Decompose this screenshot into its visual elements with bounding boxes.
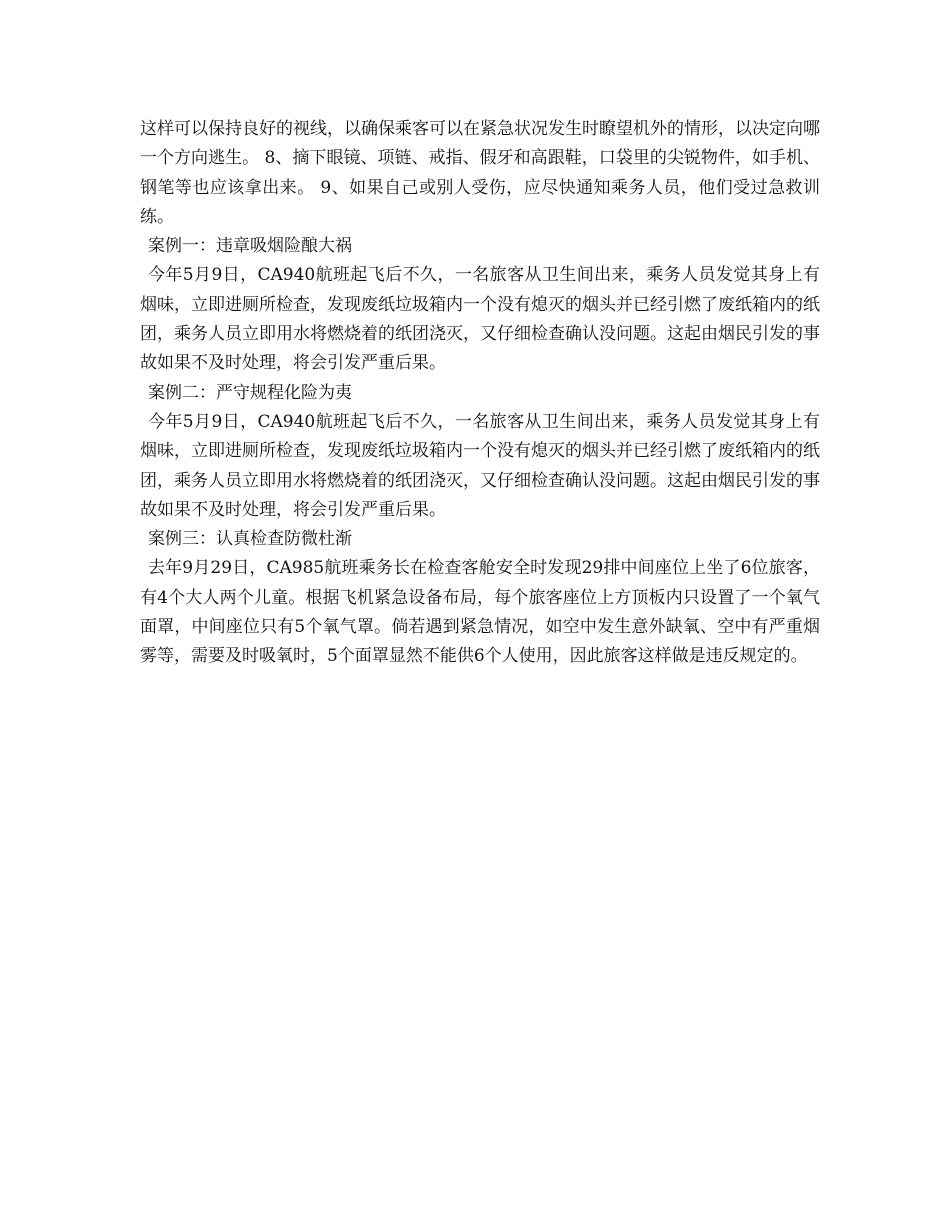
case-2-heading: 案例二：严守规程化险为夷 [148,382,352,403]
document-body [140,115,820,672]
case-3-body: 去年9月29日，CA985航班乘务长在检查客舱安全时发现29排中间座位上坐了6位旅客，有4个大人两个儿童。根据飞机紧急设备布局，每个旅客座位上方顶板内只设置了一个氧气面罩，中间座位只有5个氧气罩。倘若遇到紧急情况，如空中发生意外缺氧、空中有严重烟雾等，需要及时吸氧时，5个面罩显然不能供6个人使用，因此旅客这样做是违反规定的。 [140,558,820,667]
case-3-heading: 案例三：认真检查防微杜渐 [148,529,352,550]
intro-paragraph: 这样可以保持良好的视线，以确保乘客可以在紧急状况发生时瞭望机外的情形，以决定向哪一个方向逃生。 8、摘下眼镜、项链、戒指、假牙和高跟鞋，口袋里的尖锐物件，如手机、钢笔等也应该拿出来。 9、如果自己或别人受伤，应尽快通知乘务人员，他们受过急救训练。 [140,119,820,227]
case-1-body: 今年5月9日，CA940航班起飞后不久，一名旅客从卫生间出来，乘务人员发觉其身上有烟味，立即进厕所检查，发现废纸垃圾箱内一个没有熄灭的烟头并已经引燃了废纸箱内的纸团，乘务人员立即用水将燃烧着的纸团浇灭，又仔细检查确认没问题。这起由烟民引发的事故如果不及时处理，将会引发严重后果。 [140,265,820,374]
case-1-heading: 案例一：违章吸烟险酿大祸 [148,236,352,257]
case-2-body: 今年5月9日，CA940航班起飞后不久，一名旅客从卫生间出来，乘务人员发觉其身上有烟味，立即进厕所检查，发现废纸垃圾箱内一个没有熄灭的烟头并已经引燃了废纸箱内的纸团，乘务人员立即用水将燃烧着的纸团浇灭，又仔细检查确认没问题。这起由烟民引发的事故如果不及时处理，将会引发严重后果。 [140,411,820,520]
